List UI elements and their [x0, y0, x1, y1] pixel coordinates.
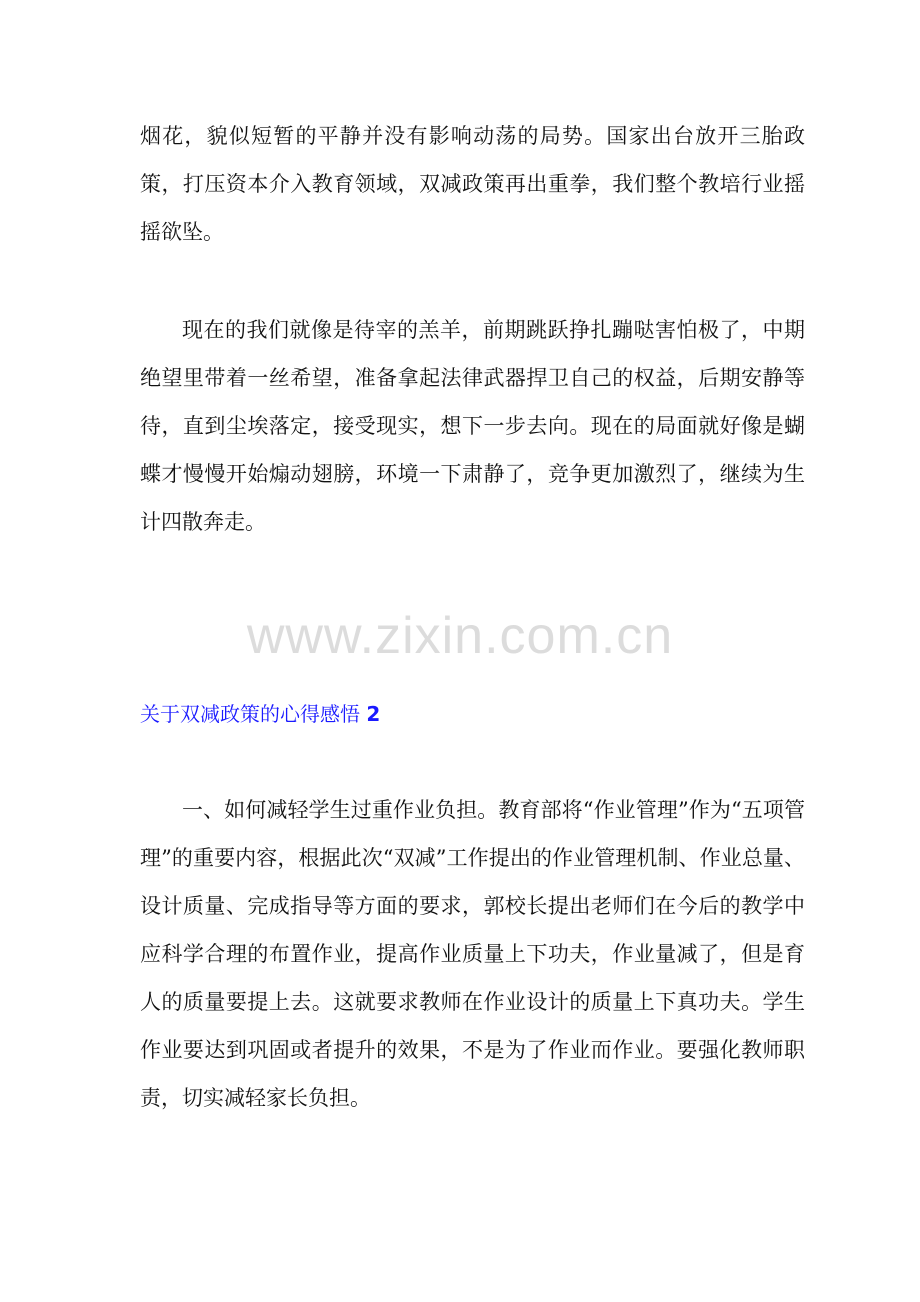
section-heading — [140, 698, 380, 730]
section-heading-number: 2 — [366, 702, 381, 726]
paragraph-current-situation: 现在的我们就像是待宰的羔羊，前期跳跃挣扎蹦哒害怕极了，中期绝望里带着一丝希望，准备拿起法律武器捍卫自己的权益，后期安静等待，直到尘埃落定，接受现实，想下一步去向。现在的局面就好像是蝴蝶才慢慢开始煽动翅膀，环境一下肃静了，竞争更加激烈了，继续为生计四散奔走。 — [140, 318, 805, 534]
paragraph-homework-burden: 一、如何减轻学生过重作业负担。教育部将“作业管理”作为“五项管理”的重要内容，根据此次“双减”工作提出的作业管理机制、作业总量、设计质量、完成指导等方面的要求，郭校长提出老师们在今后的教学中应科学合理的布置作业，提高作业质量上下功夫，作业量减了，但是育人的质量要提上去。这就要求教师在作业设计的质量上下真功夫。学生作业要达到巩固或者提升的效果，不是为了作业而作业。要强化教师职责，切实减轻家长负担。 — [140, 798, 805, 1110]
watermark: www.zixin.com.cn — [246, 607, 674, 665]
section-heading-text: 关于双减政策的心得感悟 — [140, 702, 360, 726]
paragraph-intro: 烟花，貌似短暂的平静并没有影响动荡的局势。国家出台放开三胎政策，打压资本介入教育领域，双减政策再出重拳，我们整个教培行业摇摇欲坠。 — [140, 124, 805, 244]
